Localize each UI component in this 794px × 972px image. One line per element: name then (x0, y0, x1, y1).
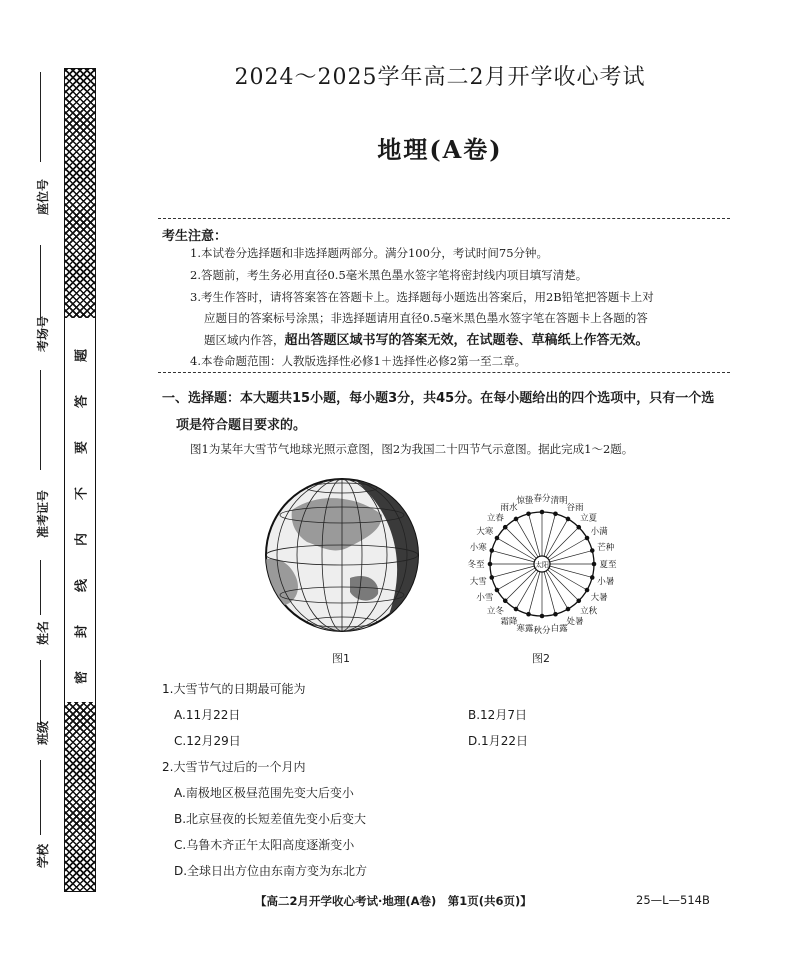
seat-number-line[interactable] (40, 72, 41, 162)
exam-subtitle: 地理(A卷) (377, 135, 503, 164)
solar-term-point (503, 598, 508, 603)
page-footer: 【高二2月开学收心考试·地理(A卷) 第1页(共6页)】 (255, 894, 532, 908)
solar-term-point (576, 525, 581, 530)
section-heading-line: 一、选择题：本大题共15小题，每小题3分，共45分。在每小题给出的四个选项中，只有一个选 (162, 391, 715, 406)
solar-term-label: 雨水 (500, 502, 518, 513)
figure-1-caption: 图1 (332, 652, 350, 665)
school-line[interactable] (40, 760, 41, 835)
solar-term-label: 秋分 (533, 626, 551, 636)
admission-number-label: 准考证号 (36, 489, 50, 538)
solar-term-label: 清明 (550, 496, 568, 507)
admission-number-line[interactable] (40, 370, 41, 470)
solar-term-point (503, 525, 508, 530)
question-2-option-a[interactable]: A.南极地区极昼范围先变大后变小 (174, 786, 354, 800)
notice-item (204, 329, 649, 352)
solar-term-point (590, 548, 595, 553)
solar-term-label: 立秋 (580, 606, 598, 617)
solar-term-point (576, 598, 581, 603)
solar-term-point (488, 562, 493, 567)
solar-term-label: 霜降 (500, 617, 518, 628)
solar-term-point (585, 588, 590, 593)
solar-term-label: 小雪 (476, 593, 494, 603)
solar-term-label: 白露 (550, 623, 568, 634)
solar-term-point (526, 511, 531, 516)
seal-strip-window (64, 318, 96, 702)
exam-room-line[interactable] (40, 245, 41, 320)
solar-term-point (553, 612, 558, 617)
solar-term-point (590, 575, 595, 580)
exam-title: 2024～2025学年高二2月开学收心考试 (234, 65, 646, 90)
solar-term-point (514, 607, 519, 612)
question-1-stem: 1.大雪节气的日期最可能为 (162, 682, 306, 696)
seat-number-label: 座位号 (36, 178, 50, 215)
figure-intro: 图1为某年大雪节气地球光照示意图，图2为我国二十四节气示意图。据此完成1～2题。 (190, 442, 634, 456)
solar-term-label: 谷雨 (566, 502, 584, 513)
solar-term-label: 冬至 (467, 560, 485, 570)
notice-item: 应题目的答案标号涂黑；非选择题请用直径0.5毫米黑色墨水签字笔在答题卡上各题的答 (204, 311, 648, 325)
seal-char: 内 (74, 533, 90, 547)
solar-term-label: 小寒 (469, 542, 487, 553)
exam-room-label: 考场号 (36, 315, 50, 352)
seal-char: 题 (74, 349, 90, 363)
solar-term-point (526, 612, 531, 617)
sun-label: 太阳 (535, 561, 549, 569)
solar-term-label: 立春 (486, 513, 504, 524)
solar-term-point (495, 588, 500, 593)
name-label: 姓名 (36, 620, 50, 645)
solar-term-point (585, 536, 590, 541)
solar-term-label: 大雪 (469, 577, 487, 588)
solar-term-point (514, 517, 519, 522)
solar-term-point (553, 511, 558, 516)
solar-term-point (566, 607, 571, 612)
section-heading (162, 385, 732, 439)
question-2-stem: 2.大雪节气过后的一个月内 (162, 760, 306, 774)
question-2-option-d[interactable]: D.全球日出方位由东南方变为东北方 (174, 864, 368, 878)
seal-char: 密 (74, 671, 90, 685)
question-1-option-b[interactable]: B.12月7日 (468, 708, 527, 722)
solar-term-label: 惊蛰 (516, 496, 534, 507)
paper-code: 25—L—514B (636, 893, 710, 907)
notice-item: 3.考生作答时，请将答案答在答题卡上。选择题每小题选出答案后，用2B铅笔把答题卡上对 (190, 290, 654, 304)
class-line[interactable] (40, 660, 41, 725)
solar-term-point (540, 510, 545, 515)
solar-term-label: 夏至 (599, 560, 617, 570)
solar-term-label: 立夏 (580, 513, 598, 524)
solar-term-label: 寒露 (516, 623, 534, 634)
solar-term-label: 春分 (533, 494, 551, 504)
notice-item-emphasis: 超出答题区域书写的答案无效，在试题卷、草稿纸上作答无效。 (284, 333, 649, 348)
seal-char: 要 (74, 441, 90, 455)
question-2-option-b[interactable]: B.北京昼夜的长短差值先变小后变大 (174, 812, 367, 826)
question-2-option-c[interactable]: C.乌鲁木齐正午太阳高度逐渐变小 (174, 838, 355, 852)
solar-term-point (495, 536, 500, 541)
section-heading-line: 项是符合题目要求的。 (176, 418, 307, 433)
solar-term-point (489, 575, 494, 580)
school-label: 学校 (36, 843, 50, 868)
notice-item: 2.答题前，考生务必用直径0.5毫米黑色墨水签字笔将密封线内项目填写清楚。 (190, 268, 588, 282)
notice-heading: 考生注意： (162, 229, 228, 244)
solar-term-label: 大暑 (590, 593, 608, 603)
seal-char: 封 (74, 625, 90, 639)
question-1-option-a[interactable]: A.11月22日 (174, 708, 241, 722)
solar-term-point (540, 614, 545, 619)
globe-figure (262, 470, 422, 640)
class-label: 班级 (36, 720, 50, 745)
solar-terms-figure (462, 484, 622, 644)
solar-term-point (592, 562, 597, 567)
solar-term-label: 小满 (590, 527, 608, 537)
figure-2-caption: 图2 (532, 652, 550, 665)
question-1-option-c[interactable]: C.12月29日 (174, 734, 241, 748)
name-line[interactable] (40, 560, 41, 615)
notice-item-part: 题区域内作答， (204, 333, 285, 347)
seal-char: 不 (74, 487, 90, 501)
solar-term-point (566, 517, 571, 522)
solar-term-label: 立冬 (486, 606, 504, 617)
question-1-option-d[interactable]: D.1月22日 (468, 734, 528, 748)
solar-term-label: 芒种 (597, 542, 615, 553)
seal-char: 线 (74, 579, 90, 593)
notice-item: 1.本试卷分选择题和非选择题两部分。满分100分，考试时间75分钟。 (190, 246, 549, 260)
solar-term-label: 处暑 (566, 617, 584, 628)
seal-char: 答 (74, 395, 90, 409)
solar-term-point (489, 548, 494, 553)
solar-term-label: 小暑 (597, 577, 615, 588)
solar-term-label: 大寒 (476, 527, 494, 537)
notice-item: 4.本卷命题范围：人教版选择性必修1＋选择性必修2第一至二章。 (190, 354, 527, 368)
